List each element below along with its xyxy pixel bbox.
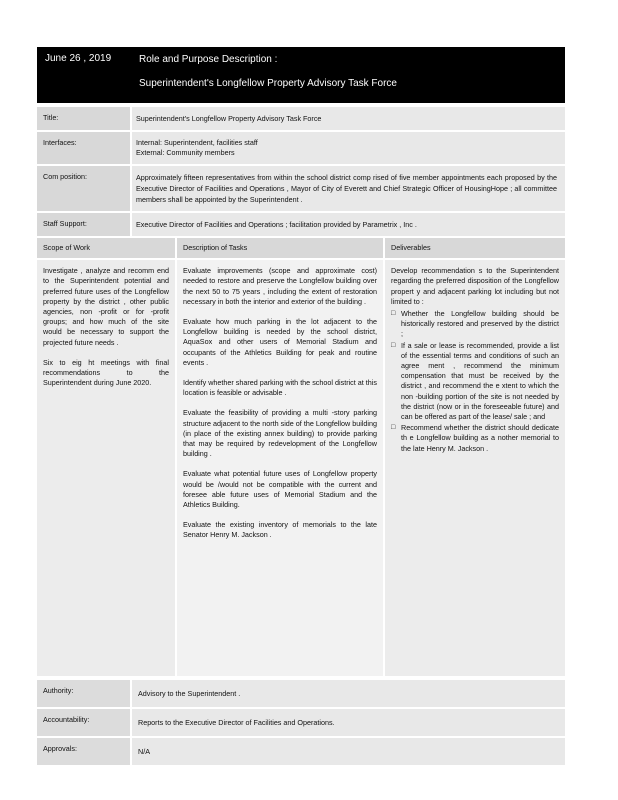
composition-value: Approximately fifteen representatives from within the school district comp rised of five member appointments each proposed by the Executive Director of Facilities and Operations , Mayor of City of Everett and Chief Strategic Officer of HousingHope ; all committee members shall be appointed by the Superintendent .: [136, 173, 557, 204]
deliverables-header: Deliverables: [385, 238, 565, 260]
checkbox-bullet-icon: □: [391, 310, 396, 318]
deliverables-column: [385, 238, 565, 676]
header-doc-type: Role and Purpose Description :: [139, 54, 278, 65]
deliverable-text: If a sale or lease is recommended, provide a list of the essential terms and conditions of such an agree ment , recommend the minimum compensation that must be received by the district , and recommend the e xtent to which the non -building portion of the site is not needed by the district (now or in the foreseeable future) and can be offered as part of the lease/ sale ; and: [401, 340, 559, 422]
role-purpose-document: [37, 47, 565, 767]
composition-label: Com position:: [37, 166, 132, 211]
approvals-row: [37, 738, 565, 767]
approvals-value: N/A: [138, 747, 150, 757]
accountability-value: Reports to the Executive Director of Facilities and Operations.: [138, 718, 335, 728]
header-spacer: [37, 103, 565, 105]
interfaces-row: [37, 132, 565, 166]
description-body: [177, 260, 383, 676]
approvals-label: Approvals:: [37, 738, 132, 765]
document-header: [37, 47, 565, 103]
task-paragraph: Evaluate improvements (scope and approximate cost) needed to restore and preserve the Longfellow building over the next 50 to 75 years , including the extent of restoration necessary in both the interior and exterior of the building .: [183, 266, 377, 306]
deliverable-item: [391, 309, 559, 340]
authority-label: Authority:: [37, 680, 132, 707]
task-paragraph: Identify whether shared parking with the school district at this location is feasible or advisable .: [183, 378, 377, 398]
bottom-fields: [37, 680, 565, 767]
title-row: [37, 107, 565, 132]
deliverable-item: [391, 423, 559, 454]
checkbox-bullet-icon: □: [391, 341, 396, 349]
scope-body: [37, 260, 175, 676]
header-title-block: [137, 47, 565, 103]
authority-value: Advisory to the Superintendent .: [138, 689, 241, 699]
deliverables-intro: Develop recommendation s to the Superintendent regarding the preferred disposition of the Longfellow propert y and adjacent parking lot including but not limited to :: [391, 266, 559, 306]
title-label: Title:: [37, 107, 132, 130]
staff-support-label: Staff Support:: [37, 213, 132, 236]
tasks-grid: [37, 238, 565, 678]
scope-header: Scope of Work: [37, 238, 175, 260]
interfaces-external: External: Community members: [136, 148, 235, 157]
composition-row: [37, 166, 565, 213]
accountability-row: [37, 709, 565, 738]
task-paragraph: Evaluate the feasibility of providing a multi -story parking structure adjacent to the north side of the Longfellow building (in place of the existing annex building) to provide parking that may be required by redevelopment of the Longfellow building .: [183, 408, 377, 459]
description-header: Description of Tasks: [177, 238, 383, 260]
task-paragraph: Evaluate how much parking in the lot adjacent to the Longfellow building is needed by the school district, AquaSox and other users of Memorial Stadium and occupants of the Athletics Building for peak and routine events .: [183, 317, 377, 367]
scope-paragraph: Investigate , analyze and recomm end to the Superintendent potential and preferred future uses of the Longfellow property by the district , other public agencies, non -profit or for -profit groups; and how much of the site would be necessary to support the projected future needs .: [43, 266, 169, 347]
checkbox-bullet-icon: □: [391, 424, 396, 432]
task-paragraph: Evaluate what potential future uses of Longfellow property would be /would not be compatible with the current and foresee able future uses of Memorial Stadium and the Athletics Building.: [183, 469, 377, 510]
deliverable-text: Whether the Longfellow building should be historically restored and preserved by the district ;: [401, 309, 559, 339]
description-column: [177, 238, 385, 676]
authority-row: [37, 680, 565, 709]
task-paragraph: Evaluate the existing inventory of memorials to the late Senator Henry M. Jackson .: [183, 520, 377, 540]
title-value: Superintendent's Longfellow Property Advisory Task Force: [136, 114, 322, 123]
header-date: June 26 , 2019: [45, 53, 112, 64]
deliverable-text: Recommend whether the district should dedicate th e Longfellow building as a nother memorial to the late Henry M. Jackson .: [401, 423, 559, 453]
header-doc-name: Superintendent's Longfellow Property Advisory Task Force: [139, 78, 397, 89]
interfaces-value: [132, 132, 565, 164]
interfaces-internal: Internal: Superintendent, facilities staff: [136, 138, 258, 147]
deliverables-body: [385, 260, 565, 676]
deliverable-item: [391, 341, 559, 423]
accountability-label: Accountability:: [37, 709, 132, 736]
interfaces-label: Interfaces:: [37, 132, 132, 164]
staff-support-row: [37, 213, 565, 238]
staff-support-value: Executive Director of Facilities and Operations ; facilitation provided by Parametrix , Inc .: [136, 220, 417, 229]
scope-column: [37, 238, 177, 676]
scope-paragraph: Six to eig ht meetings with final recommendations to the Superintendent during June 2020.: [43, 357, 169, 388]
